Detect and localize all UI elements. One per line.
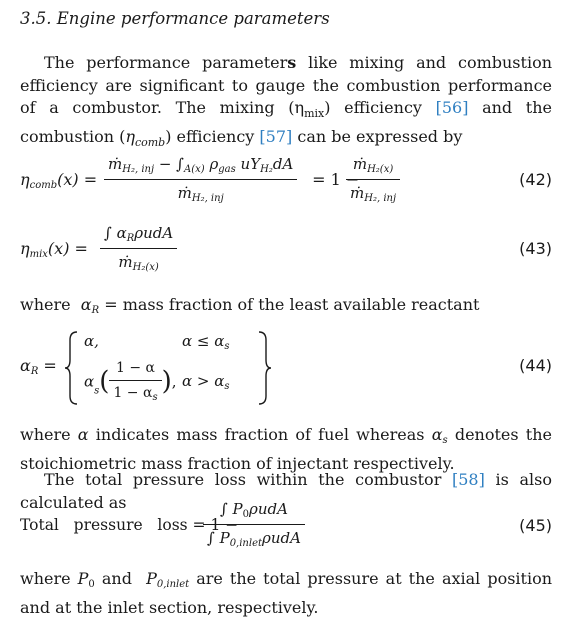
citation-57[interactable]: [57] [259, 126, 293, 146]
intro-comb-sub: comb [134, 135, 166, 149]
intro-text-bold: s [287, 53, 297, 72]
eq45-fraction: $\frac{\int P_0\rho udA}{\int P_{0,inlet}\rho udA}$ [203, 500, 305, 549]
citation-58[interactable]: [58] [452, 470, 485, 489]
eq42-number: (42) [519, 170, 552, 189]
intro-paragraph [20, 52, 552, 154]
where-alpha-r-line: where $\alpha_R$ = mass fraction of the least available reactant [20, 295, 480, 316]
eq43-number: (43) [519, 239, 552, 258]
intro-text-5: ) efficiency [165, 126, 260, 146]
intro-text-1: The performance parameter [44, 53, 288, 72]
eq44-case2-condition: $\alpha > \alpha_s$ [182, 372, 230, 392]
eq42-lhs: $\eta_{comb}(x)$ = [20, 170, 98, 191]
where-alpha-paragraph: where α indicates mass fraction of fuel whereas $\alpha_s$ denotes the stoichiometric mass fraction of injectant respectively. [20, 425, 552, 473]
intro-text-6: can be expressed by [292, 126, 463, 146]
intro-text-4: and the combustion ( [20, 98, 553, 146]
eq45-number: (45) [519, 516, 552, 535]
section-heading: 3.5. Engine performance parameters [20, 9, 330, 28]
eq44-case1-value: α, [84, 332, 99, 350]
eq44-number: (44) [519, 356, 552, 375]
citation-56[interactable]: [56] [435, 98, 469, 117]
eq44-case1-condition: $\alpha \le \alpha_s$ [182, 332, 230, 352]
eq44-case2-value: $\alpha_s$( $\frac{1 - \alpha}{1 - \alpha_s}$ ), [84, 360, 177, 403]
eq43-fraction: $\frac{\int \alpha_R\rho udA}{ṁ_{H_2(x)}}$ [100, 224, 177, 273]
intro-text-2: like mixing and combustion efficiency are significant to gauge the combustion performance of a combustor. The mixing (η [20, 53, 553, 117]
right-brace-icon [256, 330, 272, 406]
left-brace-icon [64, 330, 80, 406]
eq44-lhs: $\alpha_R$ = [20, 356, 57, 377]
eq42-main-fraction: $\frac{ṁ_{H_2, inj} - \int_{A(x)} \rho_{gas} uY_{H_2}dA}{ṁ_{H_2, inj}}$ [104, 155, 297, 204]
intro-text-3: ) efficiency [324, 98, 436, 117]
equation-45 [20, 500, 552, 552]
pressure-loss-paragraph: The total pressure loss within the combustor [58] is also calculated as [20, 470, 552, 512]
intro-eta: η [125, 126, 135, 146]
eq42-ratio-fraction: $\frac{ṁ_{H_2(x)}}{ṁ_{H_2, inj}}$ [346, 155, 400, 204]
intro-mix-sub: mix [304, 107, 325, 121]
final-paragraph: where $P_0$ and $P_{0,inlet}$ are the total pressure at the axial position and at the inlet section, respectively. [20, 569, 553, 617]
eq43-lhs: $\eta_{mix}(x)$ = [20, 239, 88, 260]
equation-44 [20, 328, 552, 408]
eq45-lhs: Total pressure loss = 1 − [20, 516, 244, 534]
eq42-equals-one-minus: = 1 − [307, 170, 365, 189]
equation-43 [20, 224, 552, 276]
equation-42 [20, 155, 552, 207]
